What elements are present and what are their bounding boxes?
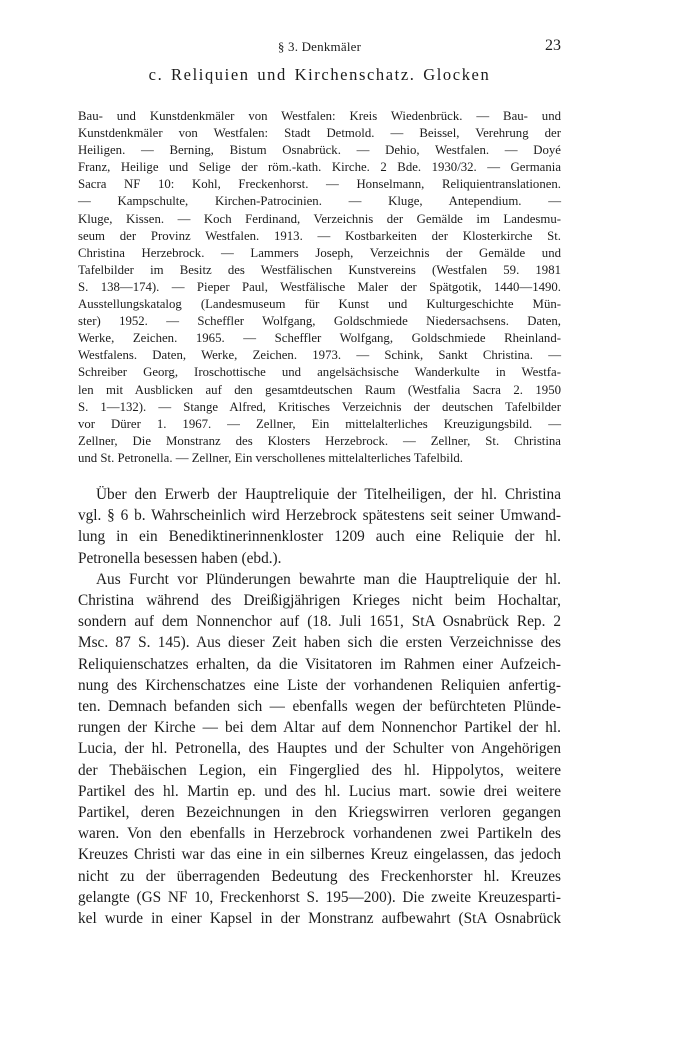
bibliography-line: Sacra NF 10: Kohl, Freckenhorst. — Honselmann, Reliquientranslationen.: [78, 177, 561, 192]
body-line: waren. Von den ebenfalls in Herzebrock vorhandenen zwei Partikeln des: [78, 825, 561, 843]
body-line: der Thebäischen Legion, ein Fingerglied des hl. Hippolytos, weitere: [78, 761, 561, 779]
section-heading: c. Reliquien und Kirchenschatz. Glocken: [148, 65, 491, 84]
bibliography-line: Heiligen. — Berning, Bistum Osnabrück. — Dehio, Westfalen. — Doyé: [78, 143, 561, 158]
body-line: Msc. 87 S. 145). Aus dieser Zeit haben sich die ersten Verzeichnisse des: [78, 634, 561, 652]
body-line: gelangte (GS NF 10, Freckenhorst S. 195—200). Die zweite Kreuzesparti-: [78, 888, 561, 906]
page-header: [78, 37, 561, 57]
body-line: Partikel des hl. Martin ep. und des hl. Lucius mart. sowie drei weitere: [78, 782, 561, 800]
bibliography-line: Kunstdenkmäler von Westfalen: Stadt Detmold. — Beissel, Verehrung der: [78, 126, 561, 141]
body-line: nung des Kirchenschatzes eine Liste der vorhandenen Reliquien anfertig-: [78, 676, 561, 694]
bibliography-line: Franz, Heilige und Selige der röm.-kath. Kirche. 2 Bde. 1930/32. — Germania: [78, 160, 561, 175]
body-line: Lucia, der hl. Petronella, des Hauptes und der Schulter von Angehörigen: [78, 740, 561, 758]
body-line: Kreuzes Christi war das eine in ein silbernes Kreuz eingelassen, das jedoch: [78, 846, 561, 864]
bibliography-line: Tafelbilder im Besitz des Westfälischen Kunstvereins (Westfalen 59. 1981: [78, 262, 561, 277]
body-text: [78, 484, 561, 929]
bibliography-line: Zellner, Die Monstranz des Klosters Herzebrock. — Zellner, St. Christina: [78, 433, 561, 448]
bibliography-line: vor Dürer 1. 1967. — Zellner, Ein mittelalterliches Kreuzigungsbild. —: [78, 416, 561, 431]
body-line: ten. Demnach befanden sich — ebenfalls wegen der befürchteten Plünde-: [78, 698, 561, 716]
body-line: nicht zu der überragenden Bedeutung des Freckenhorster hl. Kreuzes: [78, 867, 561, 885]
body-line: lung in ein Benediktinerinnenkloster 1209 auch eine Reliquie der hl.: [78, 528, 561, 546]
bibliography-block: [78, 108, 561, 467]
bibliography-line: S. 138—174). — Pieper Paul, Westfälische Maler der Spätgotik, 1440—1490.: [78, 279, 561, 294]
bibliography-line: Westfalens. Daten, Werke, Zeichen. 1973. — Schink, Sankt Christina. —: [78, 348, 561, 363]
bibliography-line: seum der Provinz Westfalen. 1913. — Kostbarkeiten der Klosterkirche St.: [78, 228, 561, 243]
body-line: Christina während des Dreißigjährigen Krieges nicht beim Hochaltar,: [78, 592, 561, 610]
bibliography-line: S. 1—132). — Stange Alfred, Kritisches Verzeichnis der deutschen Tafelbilder: [78, 399, 561, 414]
bibliography-line: — Kampschulte, Kirchen-Patrocinien. — Kluge, Antependium. —: [78, 194, 561, 209]
body-line: Petronella besessen haben (ebd.).: [78, 549, 282, 567]
body-line: Reliquienschatzes erhalten, da die Visitatoren im Rahmen einer Aufzeich-: [78, 655, 561, 673]
bibliography-line: und St. Petronella. — Zellner, Ein verschollenes mittelalterliches Tafelbild.: [78, 450, 463, 465]
body-line: Aus Furcht vor Plünderungen bewahrte man die Hauptreliquie der hl.: [96, 570, 561, 588]
bibliography-line: Christina Herzebrock. — Lammers Joseph, Verzeichnis der Gemälde und: [78, 245, 561, 260]
body-line: sondern auf dem Nonnenchor auf (18. Juli 1651, StA Osnabrück Rep. 2: [78, 613, 561, 631]
running-head: § 3. Denkmäler: [277, 39, 362, 54]
bibliography-line: ster) 1952. — Scheffler Wolfgang, Goldschmiede Niedersachsens. Daten,: [78, 314, 561, 329]
bibliography-line: Werke, Zeichen. 1965. — Scheffler Wolfgang, Goldschmiede Rheinland-: [78, 331, 561, 346]
bibliography-line: Ausstellungskatalog (Landesmuseum für Kunst und Kulturgeschichte Mün-: [78, 297, 561, 312]
bibliography-line: Kluge, Kissen. — Koch Ferdinand, Verzeichnis der Gemälde im Landesmu-: [78, 211, 561, 226]
body-line: vgl. § 6 b. Wahrscheinlich wird Herzebrock spätestens seit seiner Umwand-: [78, 507, 561, 525]
body-line: Über den Erwerb der Hauptreliquie der Titelheiligen, der hl. Christina: [96, 486, 561, 503]
body-line: rungen der Kirche — bei dem Altar auf dem Nonnenchor Partikel der hl.: [78, 719, 561, 737]
body-line: kel wurde in einer Kapsel in der Monstranz aufbewahrt (StA Osnabrück: [78, 910, 561, 928]
page-number: 23: [545, 37, 561, 54]
bibliography-line: len mit Ausblicken auf den gesamtdeutschen Raum (Westfalia Sacra 2. 1950: [78, 382, 561, 397]
bibliography-line: Schreiber Georg, Iroschottische und angelsächsische Wanderkulte in Westfa-: [78, 365, 561, 380]
bibliography-line: Bau- und Kunstdenkmäler von Westfalen: Kreis Wiedenbrück. — Bau- und: [78, 109, 561, 123]
body-line: Partikel, deren Bezeichnungen in den Kriegswirren verloren gegangen: [78, 804, 561, 822]
